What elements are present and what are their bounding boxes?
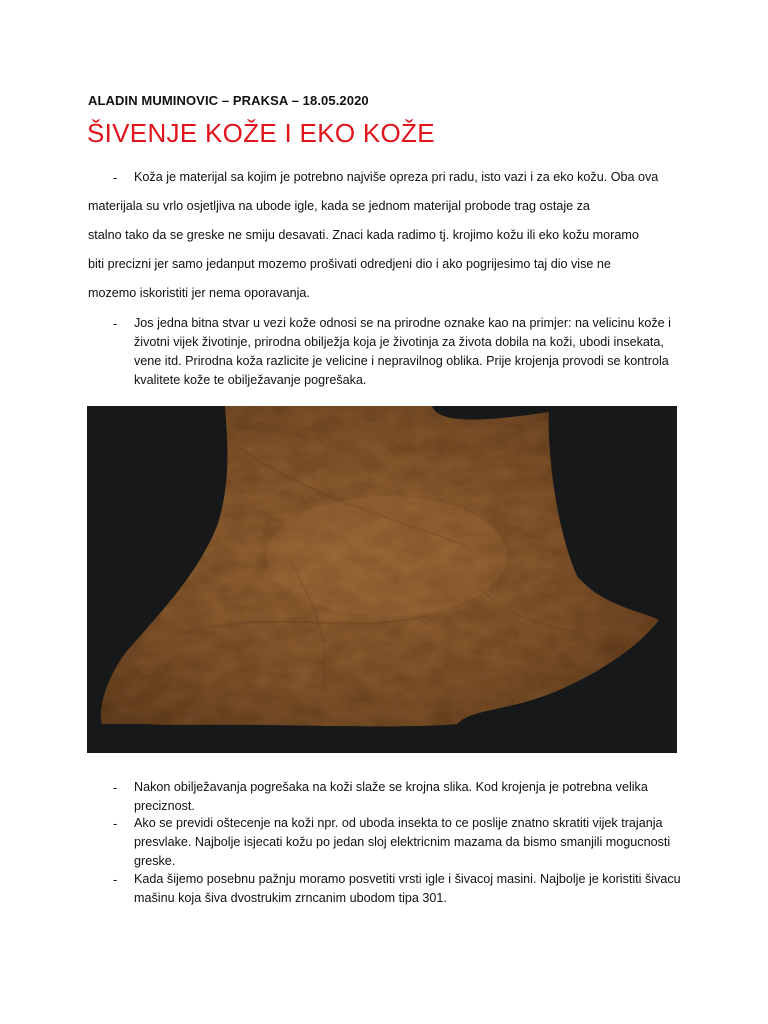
bullet-marker: - <box>113 316 118 331</box>
bullet-sewing-needle: Kada šijemo posebnu pažnju moramo posvetiti vrsti igle i šivacoj masini. Najbolje je koristiti šivacu mašinu koja šiva dvostrukim zrncanim ubodom tipa 301. <box>134 872 681 905</box>
bullet-natural-marks: Jos jedna bitna stvar u vezi kože odnosi se na prirodne oznake kao na primjer: na velicinu kože i životni vijek životinje, prirodna obilježja koja je životinja za života dobila na koži, ubodi insekata, vene itd. Prirodna koža razlicite je velicine i nepravilnog oblika. Prije krojenja provodi se kontrola kvalitete kože te obilježavanje pogrešaka. <box>134 316 671 387</box>
intro-bullet-marker: - <box>113 170 118 185</box>
leather-hide-photo <box>87 406 677 753</box>
bullet-cutting-layout: Nakon obilježavanja pogrešaka na koži slaže se krojna slika. Kod krojenja je potrebna velika preciznost. <box>134 780 648 813</box>
bullet-damage-cutting: Ako se previdi oštecenje na koži npr. od uboda insekta to ce poslije znatno skratiti vijek trajanja presvlake. Najbolje isjecati kožu po jedan sloj elektricnim mazama da bismo smanjili mogucnosti greske. <box>134 816 671 868</box>
bullet-marker: - <box>113 872 118 887</box>
intro-line-1: Koža je materijal sa kojim je potrebno najviše opreza pri radu, isto vazi i za eko kožu. Oba ova <box>134 170 659 184</box>
bullet-marker: - <box>113 780 118 795</box>
intro-line-2: materijala su vrlo osjetljiva na ubode igle, kada se jednom materijal probode trag ostaje za <box>88 199 590 213</box>
author-date-line: ALADIN MUMINOVIC – PRAKSA – 18.05.2020 <box>88 93 369 108</box>
intro-line-4: biti precizni jer samo jedanput mozemo prošivati odredjeni dio i ako pogrijesimo taj dio vise ne <box>88 257 611 271</box>
intro-line-5: mozemo iskoristiti jer nema oporavanja. <box>88 286 310 300</box>
bullet-marker: - <box>113 816 118 831</box>
intro-line-3: stalno tako da se greske ne smiju desavati. Znaci kada radimo tj. krojimo kožu ili eko kožu moramo <box>88 228 639 242</box>
document-title: ŠIVENJE KOŽE I EKO KOŽE <box>87 118 435 148</box>
